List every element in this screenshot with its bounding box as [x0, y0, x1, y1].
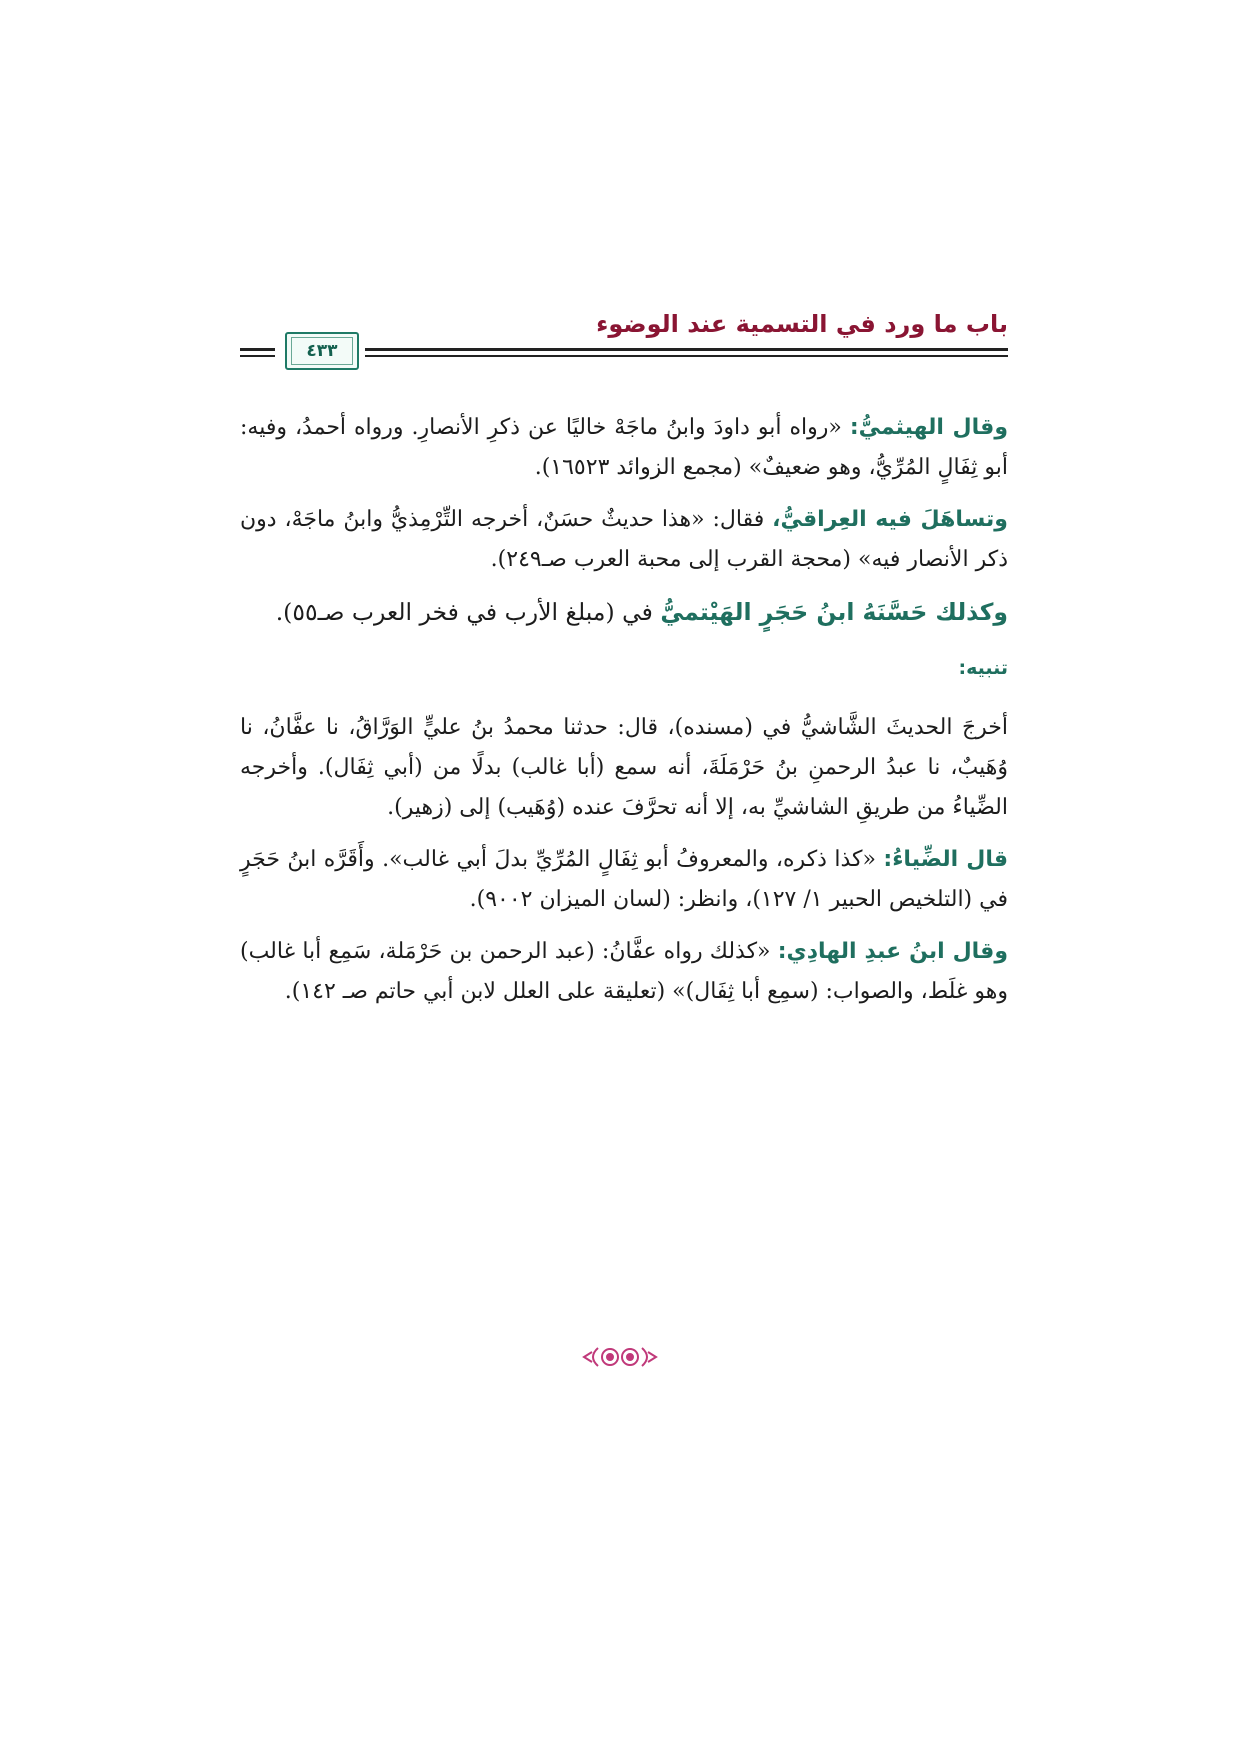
speaker-haythami: وقال الهيثميُّ:	[849, 415, 1008, 440]
paragraph-text: «كذلك رواه عفَّانُ: (عبد الرحمن بن حَرْمَلة، سَمِع أبا غالب) وهو غلَط، والصواب: (سمِع أبا ثِفَال)» (تعليقة على العلل لابن أبي حاتم صـ ١٤٢).	[240, 939, 1008, 1004]
paragraph-text: فقال: «هذا حديثٌ حسَنٌ، أخرجه التِّرْمِذيُّ وابنُ ماجَهْ، دون ذكر الأنصار فيه» (محجة القرب إلى محبة العرب صـ٢٤٩).	[240, 507, 1008, 572]
speaker-ibn-abd-al-hadi: وقال ابنُ عبدِ الهادِي:	[777, 939, 1008, 964]
paragraph-haythami	[240, 408, 1008, 488]
page-number-frame	[285, 332, 359, 370]
paragraph-ibn-hajar	[240, 592, 1008, 632]
speaker-ibn-hajar: وكذلك حَسَّنَهُ ابنُ حَجَرٍ الهَيْتميُّ	[660, 598, 1008, 626]
page-number: ٤٣٣	[291, 337, 353, 365]
section-end-ornament-icon	[570, 1342, 670, 1372]
speaker-iraqi: وتساهَلَ فيه العِراقيُّ،	[772, 507, 1008, 532]
page-body	[240, 408, 1008, 1024]
header-rule-left-bottom	[240, 355, 275, 357]
paragraph-text: «رواه أبو داودَ وابنُ ماجَهْ خاليًا عن ذكرِ الأنصارِ. ورواه أحمدُ، وفيه: أبو ثِفَالٍ المُرِّيُّ، وهو ضعيفٌ» (مجمع الزوائد ١٦٥٢٣).	[240, 415, 1008, 480]
paragraph-iraqi	[240, 500, 1008, 580]
note-heading: تنبيه:	[958, 657, 1008, 679]
speaker-diya: قال الضِّياءُ:	[883, 847, 1008, 872]
header-rule-right-top	[365, 348, 1008, 351]
header-rule-left-top	[240, 348, 275, 351]
chapter-title: باب ما ورد في التسمية عند الوضوء	[596, 310, 1008, 338]
page-header	[240, 310, 1008, 390]
paragraph-text: في (مبلغ الأرب في فخر العرب صـ٥٥).	[275, 598, 661, 626]
paragraph-shashi	[240, 708, 1008, 828]
paragraph-text: أخرجَ الحديثَ الشَّاشيُّ في (مسنده)، قال: حدثنا محمدُ بنُ عليٍّ الوَرَّاقُ، نا عفَّانُ، نا وُهَيبٌ، نا عبدُ الرحمنِ بنُ حَرْمَلَةَ، أنه سمع (أبا غالب) بدلًا من (أبي ثِفَال). وأخرجه الضِّياءُ من طريقِ الشاشيِّ به، إلا أنه تحرَّفَ عنده (وُهَيب) إلى (زهير).	[240, 715, 1008, 820]
paragraph-text: «كذا ذكره، والمعروفُ أبو ثِفَالٍ المُرِّيِّ بدلَ أبي غالب». وأَقَرَّه ابنُ حَجَرٍ في (التلخيص الحبير ١/ ١٢٧)، وانظر: (لسان الميزان ٩٠٠٢).	[240, 847, 1008, 912]
paragraph-ibn-abd-al-hadi	[240, 932, 1008, 1012]
header-rule-right-bottom	[365, 355, 1008, 357]
paragraph-diya	[240, 840, 1008, 920]
